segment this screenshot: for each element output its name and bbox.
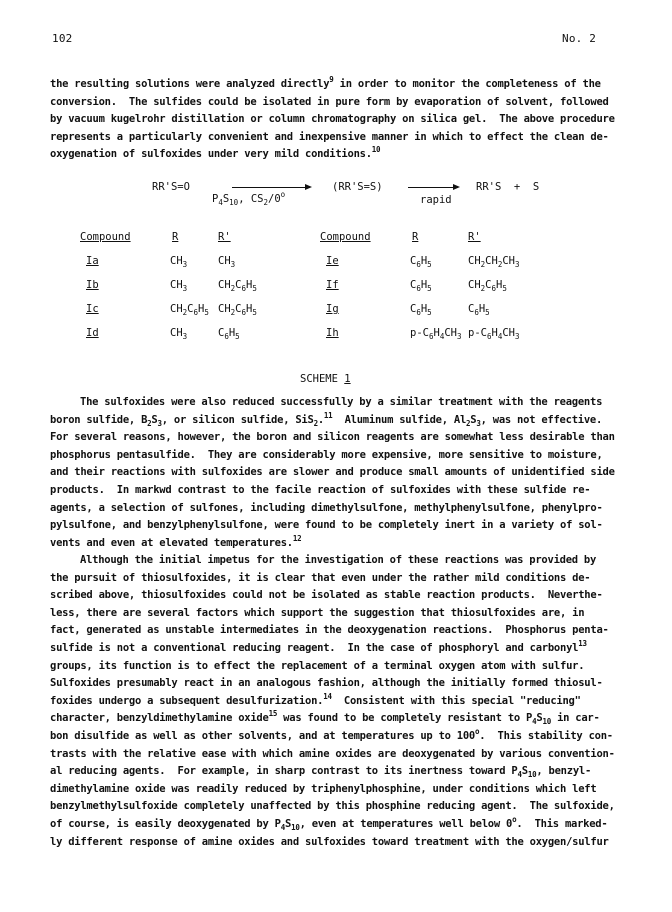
formula-part: H xyxy=(420,279,428,291)
text-run: in order to monitor the completeness of the xyxy=(333,78,601,90)
scheme-caption-number: 1 xyxy=(344,373,351,385)
text-run: character, benzyldimethylamine oxide xyxy=(50,712,269,725)
text-run: oxygenation of sulfoxides under very mild conditions. xyxy=(50,148,372,161)
formula-part: C xyxy=(235,303,242,315)
text-line xyxy=(50,693,625,711)
text-run: For several reasons, however, the boron and silicon reagents are somewhat less desirable than xyxy=(50,431,615,444)
formula-part: CH xyxy=(485,255,498,267)
text-run: Aluminum sulfide, Al xyxy=(332,413,467,426)
text-line xyxy=(50,781,625,799)
formula-part: 6 xyxy=(193,308,199,317)
compound-label: Ia xyxy=(86,255,99,267)
formula-part: H xyxy=(433,327,440,339)
text-run: foxides undergo a subsequent desulfurization. xyxy=(50,694,324,707)
formula-part: H xyxy=(246,279,253,291)
formula-part: CH xyxy=(218,255,231,267)
formula-part: 2 xyxy=(497,260,503,269)
text-line xyxy=(50,763,625,781)
rapid-label: rapid xyxy=(420,194,452,206)
formula-part: C xyxy=(410,279,417,291)
formula-part: 4 xyxy=(218,198,223,207)
formula-part: 3 xyxy=(515,260,520,269)
formula-part: /0 xyxy=(268,193,281,205)
text-run: phosphorus pentasulfide. They are considerably more expensive, more sensitive to moisture, xyxy=(50,448,603,461)
substituent-r-prime xyxy=(468,326,520,340)
formula-part: 3 xyxy=(230,260,236,269)
text-run: fact, generated as unstable intermediates in the deoxygenation reactions. Phosphorus penta- xyxy=(50,624,609,637)
text-line xyxy=(50,728,625,746)
substituent-r xyxy=(170,254,187,268)
header-r-prime: R' xyxy=(218,231,231,243)
text-run: was found to be completely resistant to P xyxy=(277,712,533,725)
text-run: dimethylamine oxide was readily reduced by triphenylphosphine, under conditions which left xyxy=(50,782,597,795)
formula-part: CH xyxy=(170,255,183,267)
formula-part: H xyxy=(491,327,498,339)
text-line xyxy=(50,746,625,764)
text-run: 3 xyxy=(476,418,481,428)
text-line xyxy=(50,816,625,834)
text-run: S xyxy=(521,765,528,778)
substituent-r xyxy=(170,326,187,340)
text-run: 2 xyxy=(313,418,318,428)
formula-part: , CS xyxy=(238,193,264,205)
compound-label: Ic xyxy=(86,303,99,315)
text-run: 10 xyxy=(527,770,537,780)
formula-part: 3 xyxy=(182,284,188,293)
text-line xyxy=(50,710,625,728)
formula-part: H xyxy=(496,279,503,291)
formula-part: S xyxy=(222,193,230,205)
text-run: The sulfoxides were also reduced successfully by a similar treatment with the reagents xyxy=(80,396,603,408)
header-r: R xyxy=(412,231,419,243)
issue-number: No. 2 xyxy=(562,32,597,45)
text-line xyxy=(50,834,625,852)
formula-part: 6 xyxy=(416,260,421,269)
text-line xyxy=(50,464,625,482)
formula-part: P xyxy=(212,193,219,205)
text-run: . This stability con- xyxy=(479,729,613,742)
text-run: in car- xyxy=(551,712,600,725)
text-line xyxy=(50,500,625,518)
formula-part: C xyxy=(485,279,492,291)
compound-label: If xyxy=(326,279,339,291)
substituent-r xyxy=(410,278,432,292)
formula-part: 3 xyxy=(182,332,188,341)
text-run: al reducing agents. For example, in sharp contrast to its inertness toward P xyxy=(50,765,518,778)
formula-part: 3 xyxy=(456,332,462,341)
formula-part: H xyxy=(478,303,486,315)
text-run: Consistent with this special "reducing" xyxy=(331,694,581,707)
formula-part: 5 xyxy=(502,284,507,293)
text-run: and their reactions with sulfoxides are slower and produce small amounts of unidentified side xyxy=(50,466,615,479)
body-paragraph-2 xyxy=(50,552,625,851)
text-run: 10 xyxy=(371,145,381,155)
formula-part: C xyxy=(468,303,475,315)
substituent-r-prime xyxy=(218,302,257,316)
text-line xyxy=(50,394,625,412)
formula-part: C xyxy=(218,327,225,339)
substituent-r-prime xyxy=(468,278,507,292)
text-line xyxy=(50,552,625,570)
text-run: . xyxy=(317,413,324,426)
text-run: 9 xyxy=(329,75,334,84)
formula-part: CH xyxy=(468,279,481,291)
formula-part: 5 xyxy=(235,332,240,341)
text-run: 14 xyxy=(323,691,332,701)
substituent-r-prime xyxy=(218,254,235,268)
formula-part: o xyxy=(280,190,286,199)
text-run: sulfide is not a conventional reducing reagent. In the case of phosphoryl and carbonyl xyxy=(50,641,579,654)
formula-part: 5 xyxy=(427,260,432,269)
formula-part: H xyxy=(420,255,428,267)
formula-part: 2 xyxy=(182,308,188,317)
text-run: o xyxy=(512,814,517,824)
reactant-sulfoxide: RR'S=O xyxy=(152,181,190,193)
text-run: bon disulfide as well as other solvents, and at temperatures up to 100 xyxy=(50,729,476,742)
scheme-caption-word: SCHEME xyxy=(300,373,338,385)
substituent-r xyxy=(410,302,432,316)
text-run: 2 xyxy=(466,418,471,428)
text-run: pylsulfone, and benzylphenylsulfone, were found to be completely inert in a variety of sol- xyxy=(50,519,603,532)
text-line xyxy=(50,447,625,465)
formula-part: 5 xyxy=(427,308,432,317)
formula-part: 2 xyxy=(263,198,269,207)
text-run: 10 xyxy=(291,822,300,832)
formula-part: 2 xyxy=(480,260,486,269)
substituent-r xyxy=(170,302,209,316)
text-line xyxy=(50,570,625,588)
text-run: ly different response of amine oxides and sulfoxides toward treatment with the oxygen/sulfur xyxy=(50,835,609,848)
text-run: , was not effective. xyxy=(480,413,603,426)
header-r-prime: R' xyxy=(468,231,481,243)
formula-part: C xyxy=(410,303,417,315)
text-line xyxy=(50,798,625,816)
formula-part: 2 xyxy=(230,308,236,317)
substituent-r-prime xyxy=(468,302,490,316)
formula-part: 5 xyxy=(204,308,209,317)
text-line xyxy=(50,675,625,693)
formula-part: 5 xyxy=(252,284,257,293)
text-run: S xyxy=(284,817,292,830)
formula-part: 6 xyxy=(428,332,434,341)
formula-part: p-C xyxy=(410,327,429,339)
text-run: groups, its function is to effect the replacement of a terminal oxygen atom with sulfur. xyxy=(50,659,585,672)
text-run: 3 xyxy=(157,418,162,428)
text-run: Although the initial impetus for the investigation of these reactions was provided by xyxy=(80,554,597,566)
compound-label: Ig xyxy=(326,303,339,315)
formula-part: 2 xyxy=(230,284,236,293)
products: RR'S + S xyxy=(476,181,540,193)
text-run: , benzyl- xyxy=(536,765,592,778)
text-run: 11 xyxy=(323,410,333,420)
text-run: , or silicon sulfide, SiS xyxy=(161,413,314,426)
text-run: Sulfoxides presumably react in an analogous fashion, although the initially formed thiosul- xyxy=(50,677,603,690)
compound-label: Ie xyxy=(326,255,339,267)
text-line xyxy=(50,517,625,535)
text-run: 4 xyxy=(532,717,537,727)
text-line xyxy=(50,587,625,605)
substituent-r xyxy=(410,254,432,268)
text-run: , even at temperatures well below 0 xyxy=(299,817,513,830)
substituent-r-prime xyxy=(218,326,240,340)
formula-part: H xyxy=(228,327,236,339)
header-r: R xyxy=(172,231,179,243)
text-run: S xyxy=(151,413,158,426)
reaction-scheme xyxy=(0,0,672,400)
formula-part: 6 xyxy=(474,308,479,317)
formula-part: 4 xyxy=(497,332,503,341)
text-line xyxy=(50,412,625,430)
substituent-r xyxy=(410,326,462,340)
text-run: trasts with the relative ease with which amine oxides are deoxygenated by various convention- xyxy=(50,747,615,760)
formula-part: CH xyxy=(218,303,231,315)
formula-part: H xyxy=(246,303,253,315)
formula-part: 5 xyxy=(252,308,257,317)
formula-part: 6 xyxy=(486,332,492,341)
text-run: . This marked- xyxy=(516,817,608,830)
formula-part: CH xyxy=(444,327,457,339)
substituent-r-prime xyxy=(218,278,257,292)
text-run: the pursuit of thiosulfoxides, it is clear that even under the rather mild conditions de- xyxy=(50,571,591,584)
text-run: vents and even at elevated temperatures. xyxy=(50,536,293,549)
scheme-caption xyxy=(300,372,351,386)
text-run: 2 xyxy=(147,418,152,428)
substituent-r xyxy=(170,278,187,292)
text-run: of course, is easily deoxygenated by P xyxy=(50,817,281,830)
text-run: 12 xyxy=(292,533,302,543)
formula-part: C xyxy=(235,279,242,291)
formula-part: CH xyxy=(218,279,231,291)
text-run: 13 xyxy=(578,638,587,648)
thiosulfoxide-intermediate: (RR'S=S) xyxy=(332,181,383,193)
formula-part: 6 xyxy=(491,284,497,293)
text-run: benzylmethylsulfoxide completely unaffected by this phosphine reducing agent. The sulfoxide, xyxy=(50,800,615,813)
text-run: conversion. The sulfides could be isolated in pure form by evaporation of solvent, followed xyxy=(50,95,609,108)
text-run: S xyxy=(470,413,477,426)
text-run: the resulting solutions were analyzed directly xyxy=(50,78,330,90)
formula-part: CH xyxy=(170,279,183,291)
formula-part: H xyxy=(198,303,205,315)
text-line xyxy=(50,535,625,553)
text-run: 15 xyxy=(268,709,278,719)
formula-part: 6 xyxy=(241,284,247,293)
text-run: represents a particularly convenient and inexpensive manner in which to effect the clean de- xyxy=(50,130,609,143)
formula-part: H xyxy=(420,303,428,315)
text-run: S xyxy=(536,712,543,725)
formula-part: 5 xyxy=(427,284,432,293)
formula-part: CH xyxy=(468,255,481,267)
text-run: by vacuum kugelrohr distillation or column chromatography on silica gel. The above procedure xyxy=(50,113,615,126)
formula-part: CH xyxy=(170,303,183,315)
body-paragraph-1 xyxy=(50,394,625,552)
reaction-arrow xyxy=(232,187,310,188)
substituent-r-prime xyxy=(468,254,520,268)
formula-part: C xyxy=(410,255,417,267)
text-run: 10 xyxy=(542,717,551,727)
formula-part: 4 xyxy=(439,332,445,341)
formula-part: 6 xyxy=(416,308,421,317)
formula-part: p-C xyxy=(468,327,487,339)
text-run: boron sulfide, B xyxy=(50,413,148,426)
text-run: 4 xyxy=(280,822,285,832)
compound-label: Id xyxy=(86,327,99,339)
formula-part: 3 xyxy=(182,260,188,269)
text-run: agents, a selection of sulfones, including dimethylsulfone, methylphenylsulfone, phenylpro- xyxy=(50,501,603,514)
header-compound: Compound xyxy=(320,231,371,243)
formula-part: CH xyxy=(170,327,183,339)
text-run: products. In markwd contrast to the facile reaction of sulfoxides with these sulfide re- xyxy=(50,483,591,496)
formula-part: 6 xyxy=(224,332,229,341)
page-number: 102 xyxy=(52,32,73,45)
text-run: scribed above, thiosulfoxides could not be isolated as stable reaction products. Neverthe- xyxy=(50,589,603,602)
header-compound: Compound xyxy=(80,231,131,243)
formula-part: 10 xyxy=(229,198,239,207)
formula-part: 5 xyxy=(485,308,490,317)
text-line xyxy=(50,605,625,623)
formula-part: 2 xyxy=(480,284,486,293)
text-run: less, there are several factors which support the suggestion that thiosulfoxides are, in xyxy=(50,606,585,619)
compound-label: Ih xyxy=(326,327,339,339)
text-line xyxy=(50,622,625,640)
text-line xyxy=(50,429,625,447)
formula-part: CH xyxy=(502,255,515,267)
text-run: 4 xyxy=(517,770,522,780)
compound-label: Ib xyxy=(86,279,99,291)
formula-part: 6 xyxy=(241,308,247,317)
text-line xyxy=(50,658,625,676)
formula-part: 6 xyxy=(416,284,421,293)
reagent-conditions xyxy=(212,192,285,206)
formula-part: CH xyxy=(502,327,515,339)
formula-part: 3 xyxy=(514,332,520,341)
text-run: o xyxy=(475,726,480,736)
formula-part: C xyxy=(187,303,194,315)
rapid-arrow xyxy=(408,187,458,188)
text-line xyxy=(50,640,625,658)
text-line xyxy=(50,482,625,500)
